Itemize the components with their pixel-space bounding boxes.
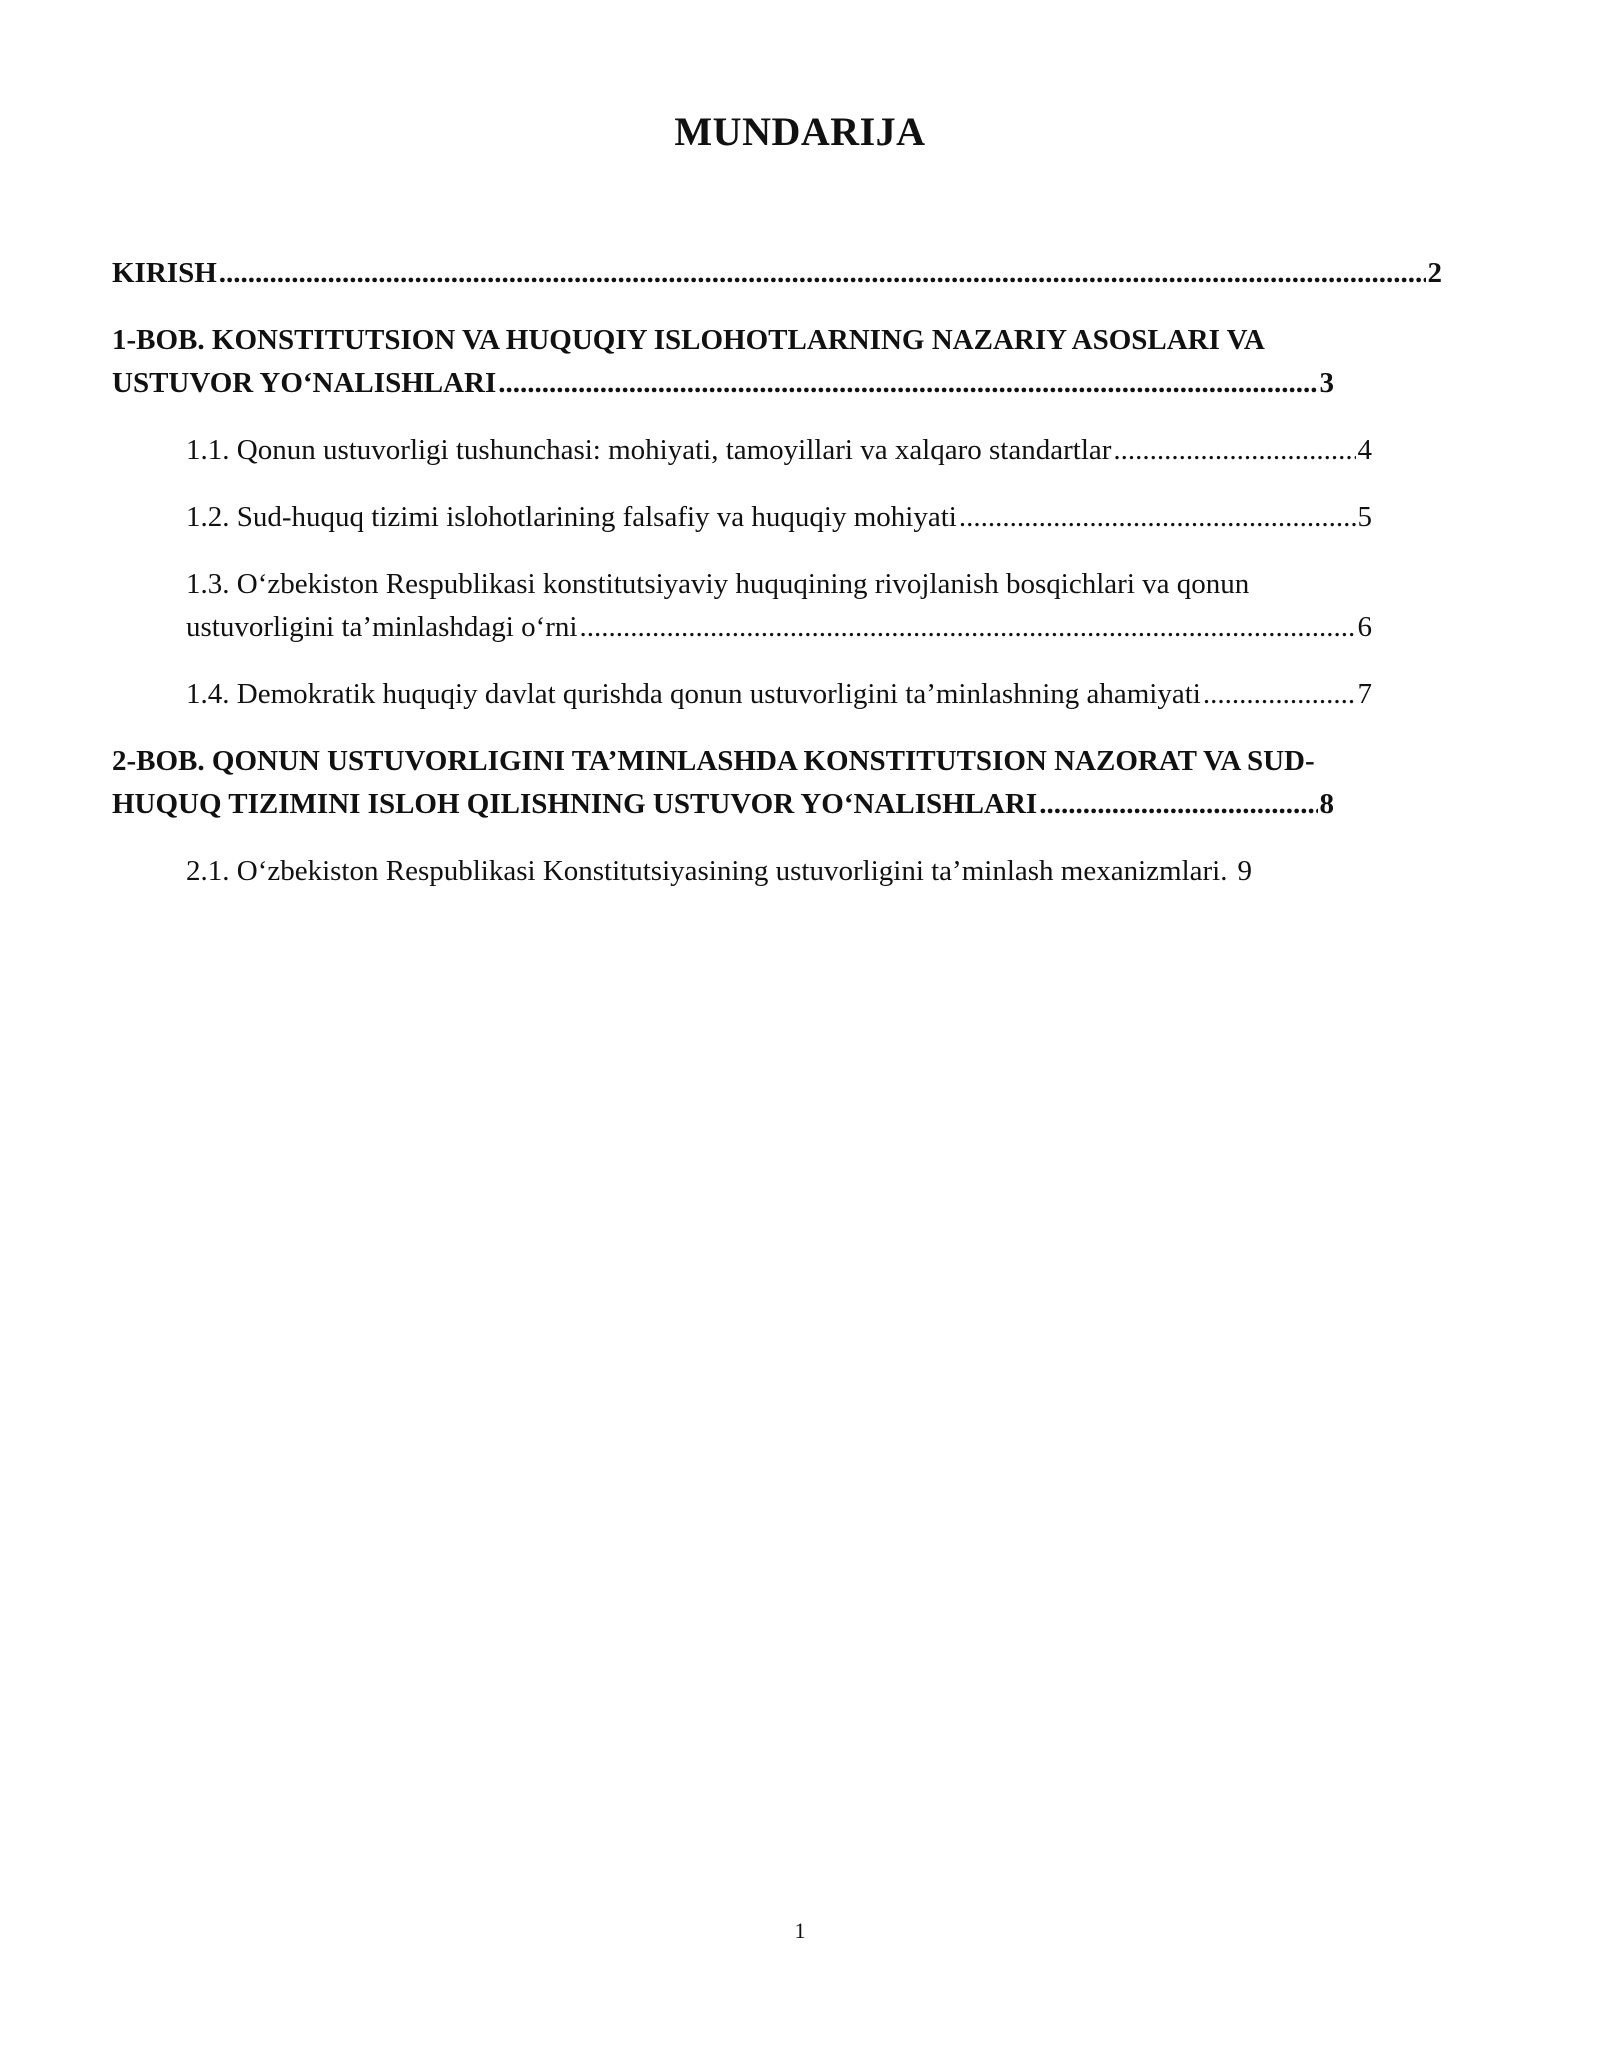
dot-leader [1039, 783, 1317, 826]
dot-leader [498, 362, 1317, 405]
toc-page-number: 6 [1357, 611, 1372, 643]
toc-page-number: 9 [1237, 855, 1252, 887]
toc-entry-label: 1.2. Sud-huquq tizimi islohotlarining falsafiy va huquqiy mohiyati [186, 501, 957, 533]
dot-leader [959, 496, 1356, 539]
toc-page-number: 5 [1357, 501, 1372, 533]
toc-entry-label-line1: 2-BOB. QONUN USTUVORLIGINI TA’MINLASHDA KONSTITUTSION NAZORAT VA SUD- [112, 745, 1315, 777]
toc-entry-section-2-1[interactable] [186, 850, 1372, 893]
table-of-contents [112, 252, 1442, 917]
toc-page-number: 3 [1319, 367, 1334, 399]
toc-entry-label-line1: 1.3. O‘zbekiston Respublikasi konstitutsiyaviy huquqining rivojlanish bosqichlari va qonun [186, 568, 1250, 600]
dot-leader [579, 606, 1355, 649]
toc-entry-label: KIRISH [112, 257, 217, 289]
toc-entry-section-1-2[interactable] [186, 496, 1372, 539]
toc-entry-kirish[interactable] [112, 252, 1442, 295]
toc-entry-section-1-3[interactable] [186, 563, 1372, 649]
toc-page-number: 2 [1427, 257, 1442, 289]
toc-entry-label-line2: ustuvorligini ta’minlashdagi o‘rni [186, 611, 578, 643]
toc-entry-label: 1.4. Demokratik huquqiy davlat qurishda qonun ustuvorligini ta’minlashning ahamiyati [186, 678, 1201, 710]
toc-entry-section-1-1[interactable] [186, 429, 1372, 472]
toc-page-number: 4 [1357, 434, 1372, 466]
toc-page-number: 7 [1357, 678, 1372, 710]
toc-page-number: 8 [1319, 788, 1334, 820]
toc-entry-section-1-4[interactable] [186, 673, 1372, 716]
toc-entry-chapter-1[interactable] [112, 319, 1442, 405]
toc-entry-label-line2: USTUVOR YO‘NALISHLARI [112, 367, 497, 399]
dot-leader [1203, 673, 1356, 716]
toc-entry-label-line1: 1-BOB. KONSTITUTSION VA HUQUQIY ISLOHOTLARNING NAZARIY ASOSLARI VA [112, 324, 1265, 356]
toc-entry-chapter-2[interactable] [112, 740, 1442, 826]
toc-entry-label-line2: HUQUQ TIZIMINI ISLOH QILISHNING USTUVOR YO‘NALISHLARI [112, 788, 1038, 820]
page-footer-number: 1 [794, 1918, 806, 1943]
toc-entry-label: 2.1. O‘zbekiston Respublikasi Konstitutsiyasining ustuvorligini ta’minlash mexanizmlari. [186, 855, 1228, 887]
page-title: MUNDARIJA [674, 109, 926, 154]
dot-leader [219, 252, 1426, 295]
toc-entry-label: 1.1. Qonun ustuvorligi tushunchasi: mohiyati, tamoyillari va xalqaro standartlar [186, 434, 1112, 466]
dot-leader [1113, 429, 1355, 472]
